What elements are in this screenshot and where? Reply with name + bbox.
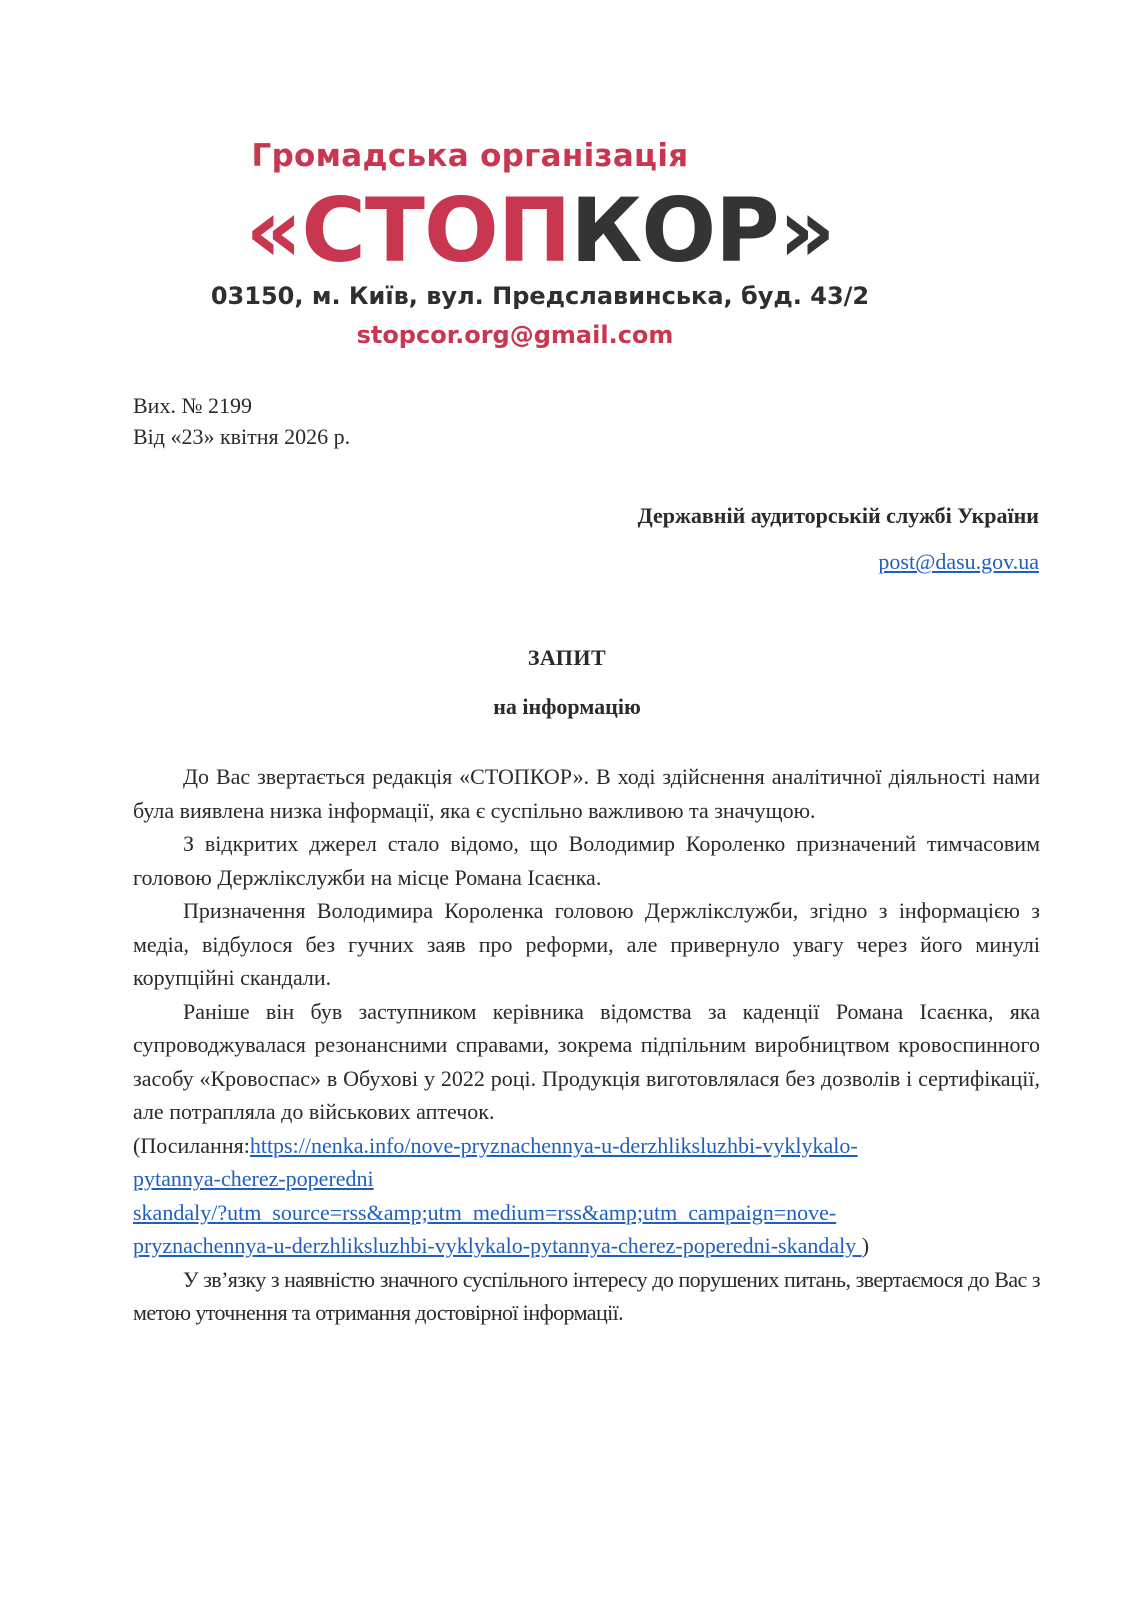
document-title: ЗАПИТ	[527, 645, 607, 670]
closing-paragraph: У зв’язку з наявністю значного суспільного інтересу до порушених питань, звертаємося до Вас з метою уточнення та отримання достовірної інформації.	[133, 1266, 1040, 1325]
source-reference	[133, 1129, 1040, 1263]
org-name-logo	[0, 179, 1080, 282]
recipient-name: Державній аудиторській службі України	[637, 503, 1039, 528]
recipient-block	[638, 503, 1039, 575]
logo-part-kor: КОР	[570, 179, 779, 282]
source-link[interactable]: https://nenka.info/nove-pryznachennya-u-derzhliksluzhbi-vyklykalo- pytannya-cherez-poperedni skandaly/?utm_source=rss&amp;utm_medium=rss&amp;utm_campaign=nove- pryznachennya-u-derzhliksluzhbi-vyklykalo-pytannya-cherez-poperedni-skandaly	[133, 1132, 862, 1258]
logo-quote-open: «	[245, 179, 302, 282]
outgoing-number: Вих. № 2199	[133, 393, 252, 418]
source-prefix: (Посилання:	[133, 1132, 250, 1158]
reference-block	[133, 390, 350, 452]
source-suffix: )	[861, 1233, 870, 1258]
org-type-label: Громадська організація	[251, 138, 689, 174]
recipient-email-link[interactable]: post@dasu.gov.ua	[878, 549, 1039, 574]
body-paragraph: Раніше він був заступником керівника відомства за каденції Романа Ісаєнка, яка супроводжувалася резонансними справами, зокрема підпільним виробництвом кровоспинного засобу «Кровоспас» в Обухові у 2022 році. Продукція виготовлялася без дозволів і сертифікації, але потрапляла до військових аптечок.	[133, 998, 1040, 1124]
org-address: 03150, м. Київ, вул. Предславинська, буд. 43/2	[210, 282, 870, 310]
letter-date: Від «23» квітня 2026 р.	[133, 424, 351, 449]
logo-part-stop: СТОП	[301, 179, 571, 282]
org-email: stopcor.org@gmail.com	[356, 321, 674, 349]
body-paragraph: До Вас звертається редакція «СТОПКОР». В ході здійснення аналітичної діяльності нами була виявлена низка інформації, яка є суспільно важливою та значущою.	[133, 764, 1040, 823]
document-subtitle: на інформацію	[493, 694, 641, 719]
letter-body	[133, 760, 1040, 1330]
body-paragraph: Призначення Володимира Короленка головою Держлікслужби, згідно з інформацією з медіа, відбулося без гучних заяв про реформи, але привернуло увагу через його минулі корупційні скандали.	[133, 898, 1040, 990]
body-paragraph: З відкритих джерел стало відомо, що Володимир Короленко призначений тимчасовим головою Держлікслужби на місце Романа Ісаєнка.	[133, 831, 1040, 890]
logo-quote-close: »	[778, 179, 835, 282]
